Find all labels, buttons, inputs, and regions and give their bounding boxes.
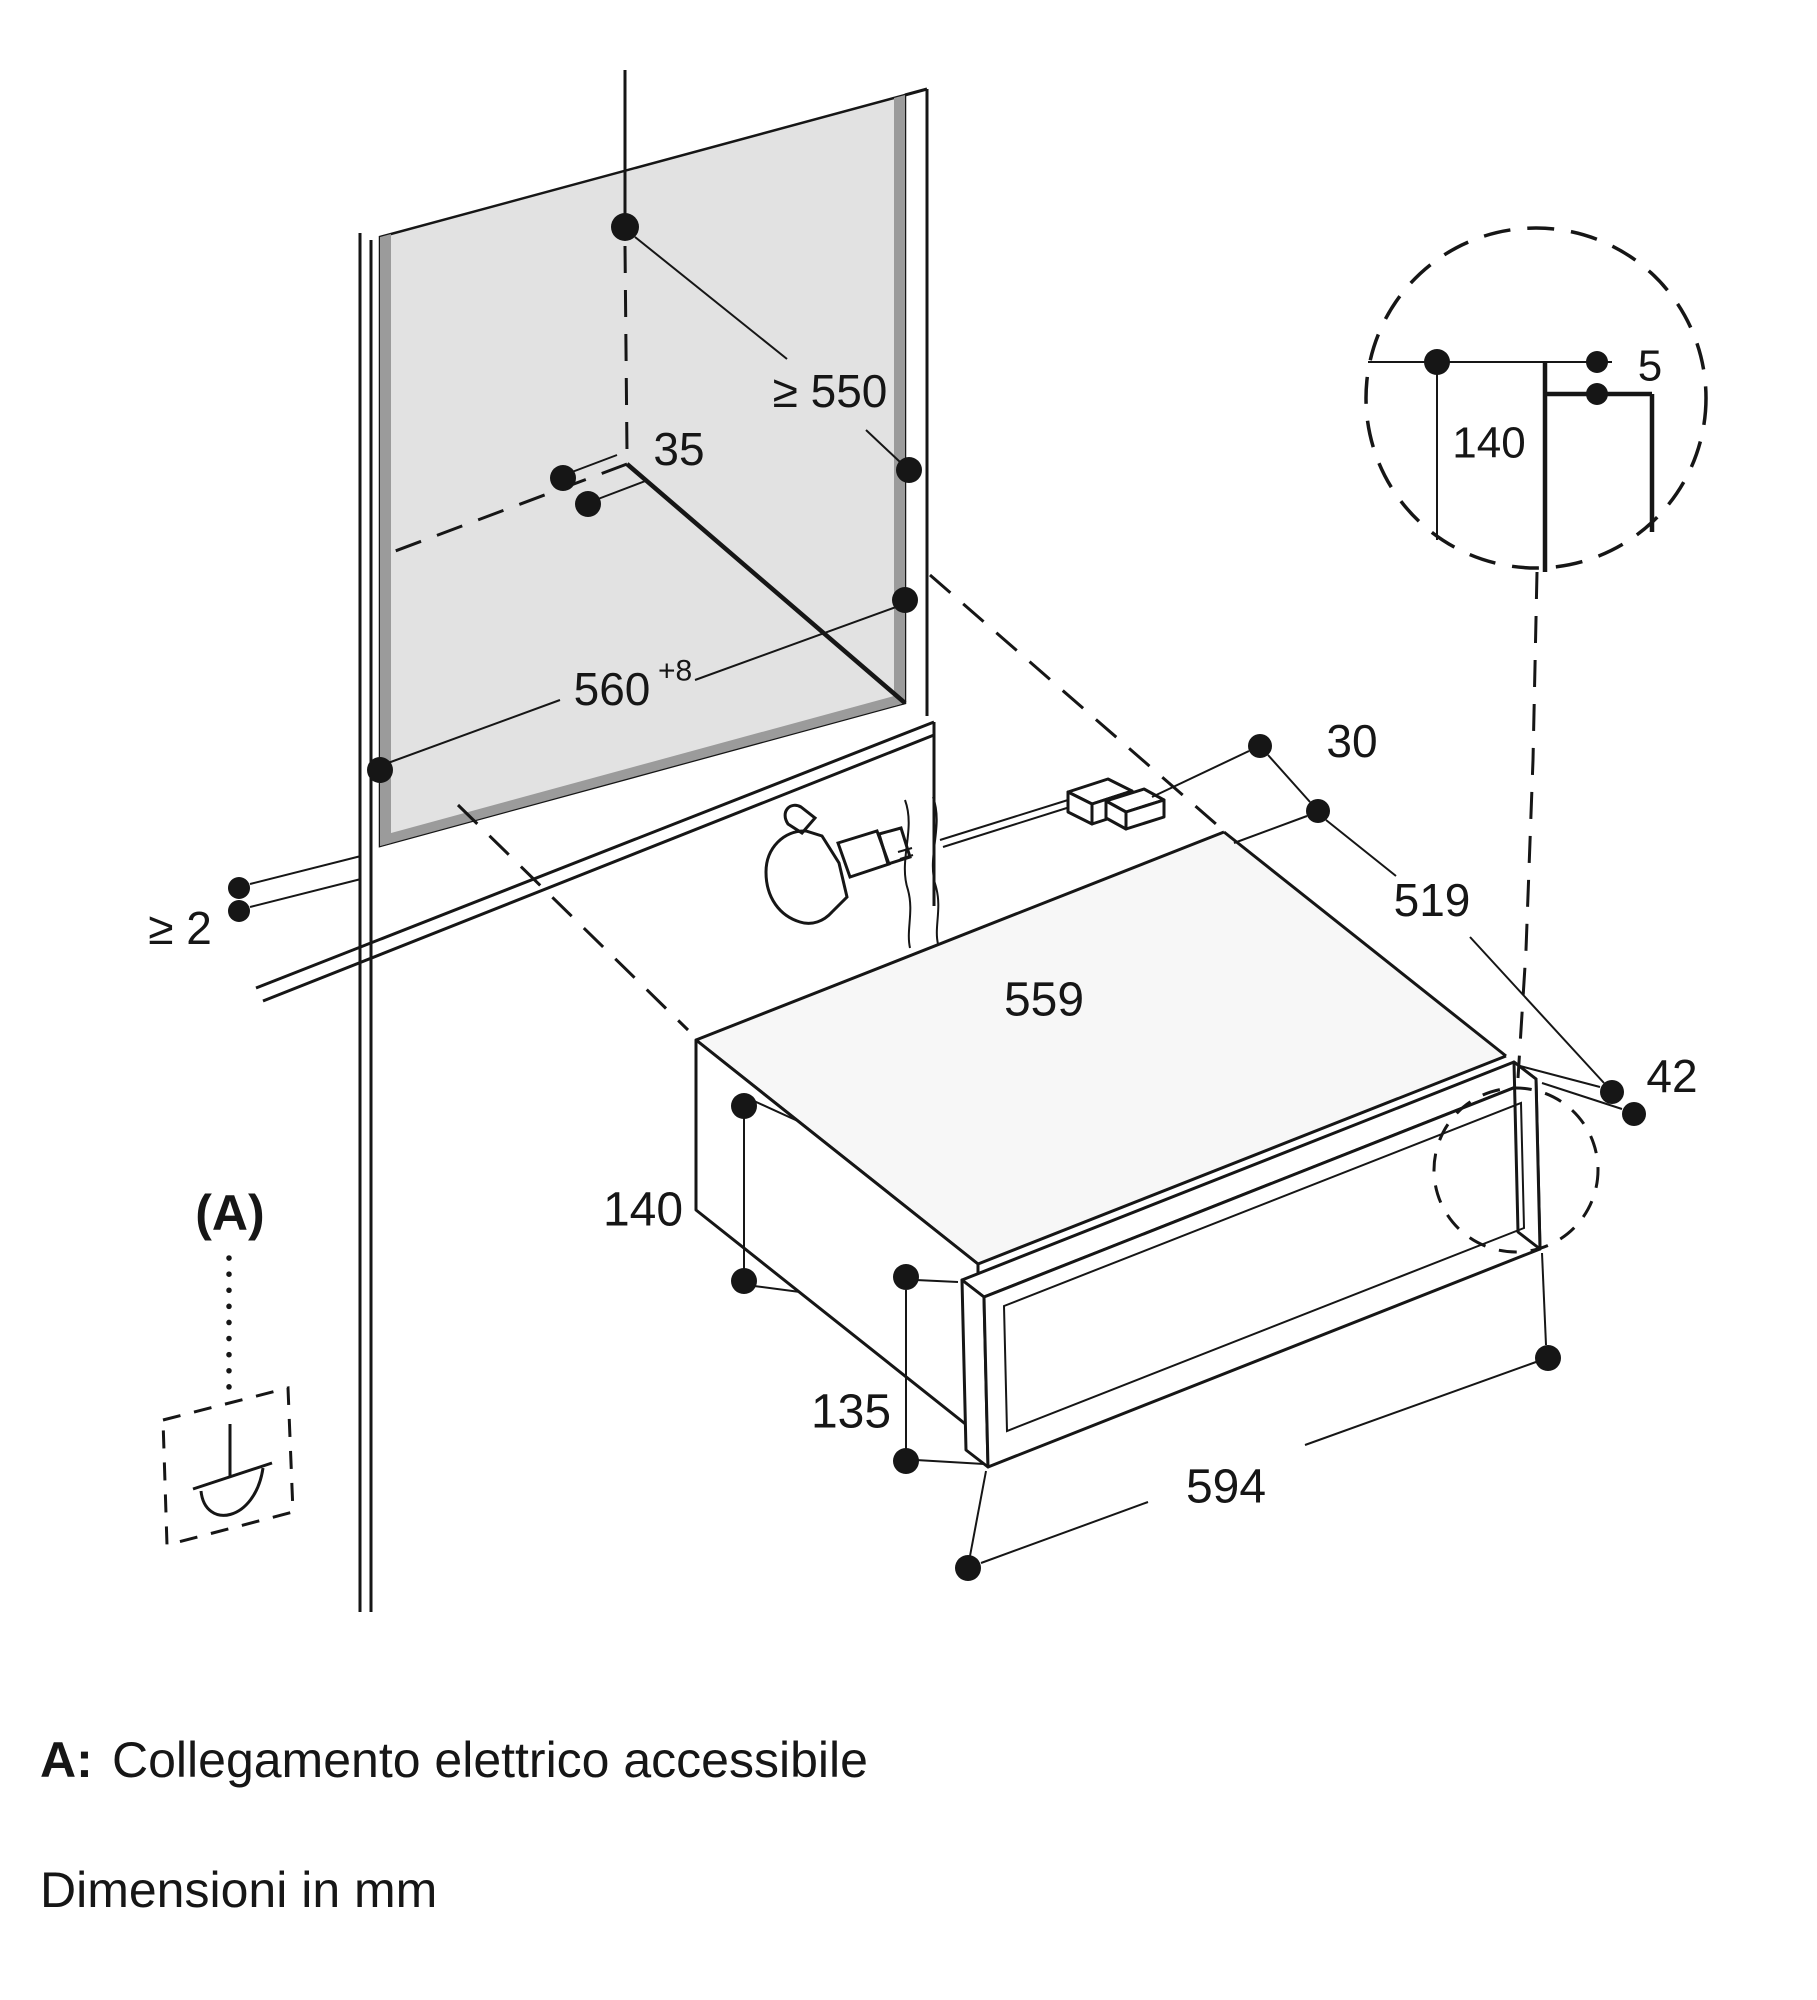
socket-dashed-box [163,1388,293,1545]
dim-front-panel-width-label: 594 [1185,1460,1267,1514]
dim-front-panel-width-leader-left [970,1471,986,1556]
dim-front-panel-height-dot-bottom [893,1448,919,1474]
dim-connector-offset-leader-1 [1152,751,1249,797]
dim-niche-width-label: 560 [573,663,651,715]
dim-front-panel-height-leader-bottom [916,1460,984,1464]
appliance-drawer [696,832,1540,1467]
dim-appliance-depth-line-a [1326,820,1396,876]
cord-stub-left-a [898,848,912,852]
socket-symbol-icon [193,1424,272,1515]
dim-connector-offset-dot-1 [1248,734,1272,758]
connector-icon [1068,779,1164,829]
dim-front-panel-width-line-b [1305,1362,1536,1445]
dim-appliance-height-dot-top [731,1093,757,1119]
caption-a-text: Collegamento elettrico accessibile [112,1732,868,1788]
detail-front-height-label: 140 [1452,418,1526,468]
dim-niche-width-dot-left [367,757,393,783]
dim-connector-offset [1152,715,1378,843]
plug-body [766,831,847,923]
detail-gap-label: 5 [1637,341,1663,391]
connection-marker [163,1185,293,1545]
connection-marker-label: (A) [195,1185,265,1241]
dim-appliance-height-label: 140 [602,1183,684,1237]
detail-gap-dot-bottom [1586,383,1608,405]
caption-units: Dimensioni in mm [40,1862,438,1918]
dim-appliance-height-dot-bottom [731,1268,757,1294]
dim-front-panel-width-dot-left [955,1555,981,1581]
dim-appliance-depth-label: 519 [1393,874,1471,926]
dim-niche-width-tolerance: +8 [658,654,693,688]
dim-side-clearance-dot-1 [228,877,250,899]
captions [40,1732,868,1918]
plug-icon [766,805,910,923]
dim-front-panel-width-dot-right [1535,1345,1561,1371]
niche-panel-right-edge [894,95,905,706]
hole-axis-dot [611,213,639,241]
hole-mark-dot-1 [550,465,576,491]
dim-cord-hole-offset-label: 35 [653,423,705,475]
dim-connector-offset-label: 30 [1326,715,1378,767]
hole-mark-dot-2 [575,491,601,517]
detail-circle-outline [1366,228,1706,568]
detail-connector-dashed-line [1518,572,1537,1078]
dim-front-clearance [1520,1050,1698,1126]
dim-side-clearance-leader-1 [250,856,361,884]
dim-front-clearance-dot-1 [1600,1080,1624,1104]
dim-front-panel-width-leader-right [1542,1253,1546,1345]
dim-side-clearance-leader-2 [250,879,361,907]
cord-line-a [940,800,1068,840]
break-mark-icon-1 [905,800,910,948]
dim-appliance-width-label: 559 [1003,973,1085,1027]
plug-tab [785,805,815,833]
detail-circle [1366,228,1706,572]
cord-line-b [943,807,1070,847]
dim-side-clearance [148,856,361,954]
plug-body-edge [822,836,847,897]
projection-line-left [458,805,688,1030]
niche-panel-left-edge [380,234,391,846]
dim-clearance-above-label: ≥ 550 [772,365,888,417]
dim-connector-offset-line [1268,755,1310,802]
dim-cord-hole-offset [653,423,704,475]
detail-gap-dot-top [1586,351,1608,373]
dim-connector-offset-leader-2 [1234,816,1307,843]
dim-front-panel-height-label: 135 [810,1385,892,1439]
dim-front-panel-height-dot-top [893,1264,919,1290]
dim-side-clearance-dot-2 [228,900,250,922]
dim-side-clearance-label: ≥ 2 [148,902,212,954]
dim-clearance-above-dot [896,457,922,483]
dim-front-panel-width-line-a [981,1502,1148,1563]
dim-front-clearance-label: 42 [1646,1050,1698,1102]
caption-a-key: A: [40,1732,93,1788]
dim-front-clearance-dot-2 [1622,1102,1646,1126]
right-wall-top-edge [905,89,927,95]
dim-connector-offset-dot-2 [1306,799,1330,823]
niche-panel [380,95,905,846]
dim-niche-width-dot-right [892,587,918,613]
